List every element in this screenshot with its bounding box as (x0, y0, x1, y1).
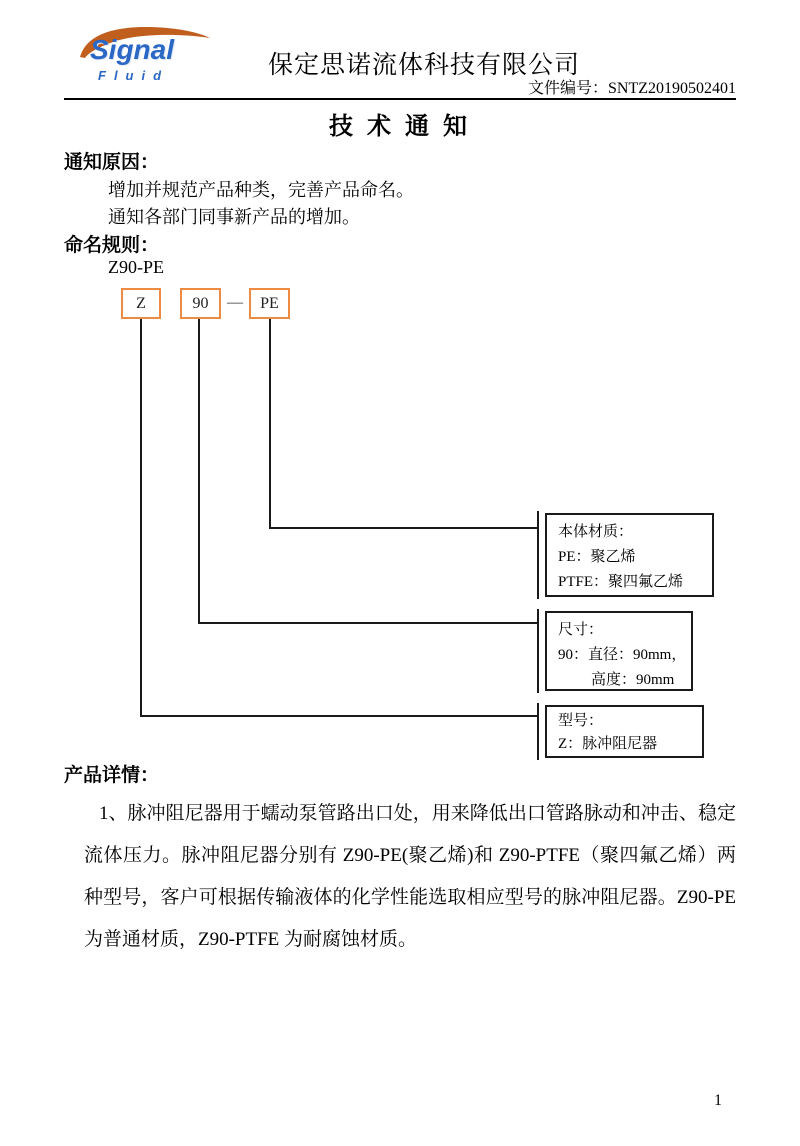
connector-line-material (270, 319, 537, 528)
legend-size-line: 90：直径：90mm， (558, 647, 687, 663)
naming-heading: 命名规则： (64, 235, 160, 256)
legend-size-line: 高度：90mm (591, 672, 675, 688)
legend-model-title: 型号： (558, 713, 604, 729)
connector-line-size (199, 319, 537, 623)
legend-material-line: PTFE：聚四氟乙烯 (558, 574, 684, 590)
details-heading: 产品详情： (64, 765, 160, 786)
legend-box-size (545, 611, 693, 691)
legend-size-title: 尺寸： (558, 622, 604, 638)
code-box-model: Z (121, 288, 161, 319)
logo-subtitle: Fluid (98, 68, 170, 83)
logo-wordmark: Signal (90, 34, 175, 65)
legend-box-model (545, 705, 704, 758)
legend-model-line: Z：脉冲阻尼器 (558, 736, 658, 752)
document-number: 文件编号：SNTZ20190502401 (527, 80, 736, 97)
details-paragraph: 1、脉冲阻尼器用于蠕动泵管路出口处，用来降低出口管路脉动和冲击、稳定流体压力。脉冲阻尼器分别有 Z90-PE(聚乙烯)和 Z90-PTFE（聚四氟乙烯）两种型号，客户可根据传输液体的化学性能选取相应型号的脉冲阻尼器。Z90-PE 为普通材质，Z90-PTFE 为耐腐蚀材质。 (84, 803, 736, 950)
page-title: 技 术 通 知 (329, 114, 471, 140)
naming-example: Z90-PE (108, 257, 164, 277)
reason-line: 增加并规范产品种类，完善产品命名。 (108, 180, 414, 200)
connector-line-model (141, 319, 537, 716)
company-name: 保定思诺流体科技有限公司 (268, 52, 581, 79)
code-separator: — (227, 294, 243, 311)
legend-material-line: PE：聚乙烯 (558, 549, 636, 565)
code-box-size: 90 (180, 288, 221, 319)
page-number: 1 (714, 1092, 722, 1109)
legend-material-title: 本体材质： (558, 524, 634, 540)
reason-heading: 通知原因： (64, 152, 160, 173)
legend-box-material (545, 513, 714, 597)
header-divider (64, 98, 736, 100)
reason-line: 通知各部门同事新产品的增加。 (108, 207, 360, 227)
company-logo (74, 24, 214, 90)
code-box-material: PE (249, 288, 290, 319)
